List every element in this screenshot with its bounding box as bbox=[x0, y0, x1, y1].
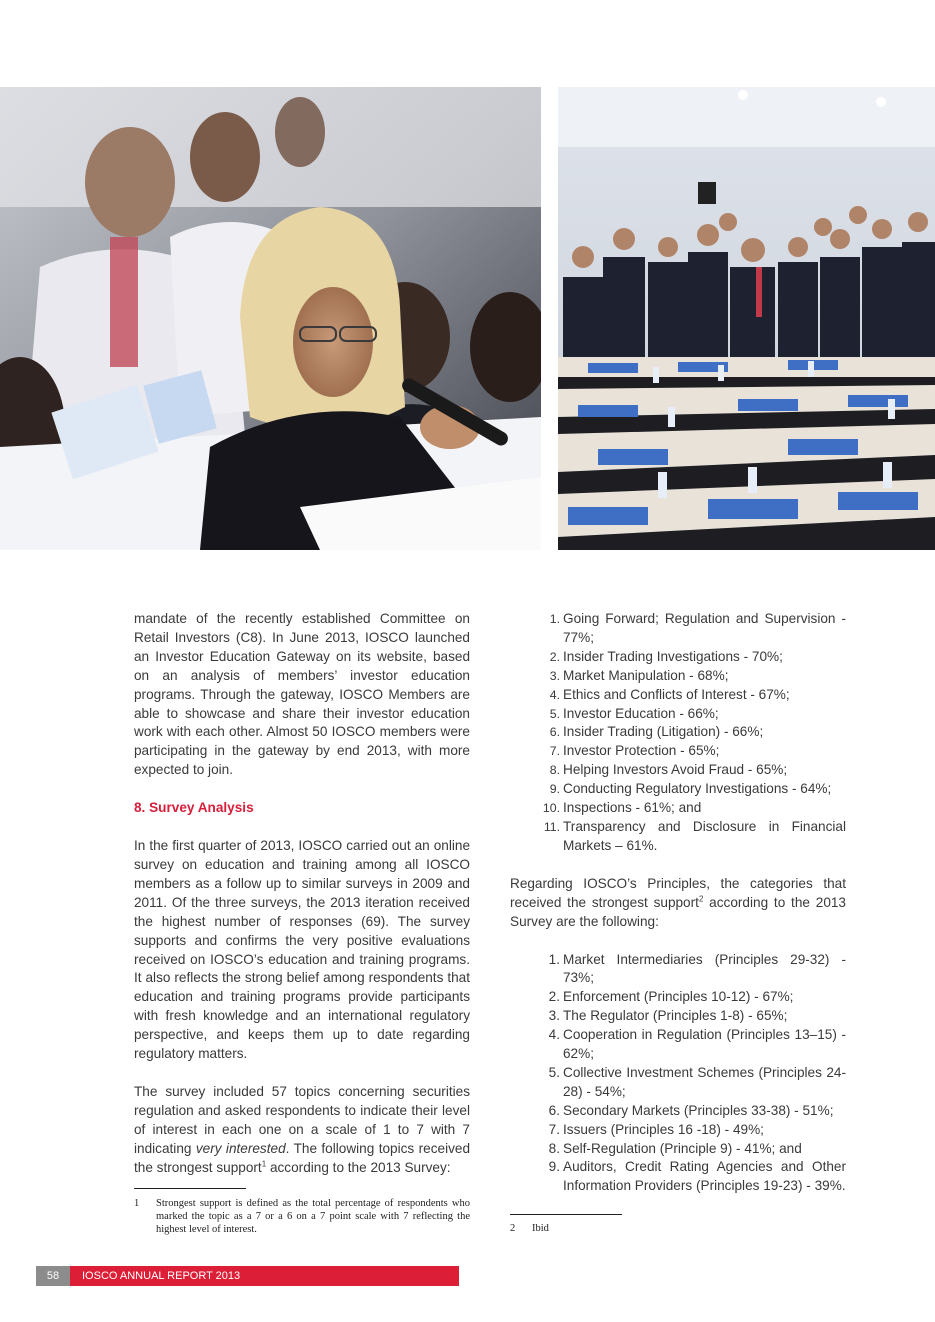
list-item bbox=[510, 780, 846, 799]
intro-paragraph: mandate of the recently established Committee on Retail Investors (C8). In June 2013, IOSCO launched an Investor Education Gateway on its website, based on an analysis of members’ investor education programs. Through the gateway, IOSCO Members are able to showcase and share their investor education work with each other. Almost 50 IOSCO members were participating in the gateway by end 2013, with more expected to join. bbox=[134, 611, 470, 778]
list-item-number: 4. bbox=[549, 687, 560, 702]
principles-intro-text-1: Regarding IOSCO’s Principles, the categories that received the strongest support bbox=[510, 875, 846, 910]
photo-speaker bbox=[0, 87, 541, 550]
list-item bbox=[510, 1064, 846, 1102]
list-item bbox=[510, 1140, 846, 1159]
list-item-number: 2. bbox=[548, 989, 560, 1005]
list-item-text: Investor Education - 66%; bbox=[563, 705, 719, 721]
list-item-number: 10. bbox=[542, 801, 560, 816]
footnote-2-text: Ibid bbox=[532, 1223, 549, 1234]
list-item-text: Inspections - 61%; and bbox=[563, 800, 702, 816]
list-item-text: Secondary Markets (Principles 33-38) - 51%; bbox=[563, 1102, 834, 1118]
speaker-photo-image bbox=[0, 87, 541, 550]
list-item bbox=[510, 742, 846, 761]
list-item bbox=[510, 1026, 846, 1064]
list-item-number: 4. bbox=[548, 1027, 560, 1043]
list-item-number: 3. bbox=[548, 1008, 560, 1024]
list-item-text: Conducting Regulatory Investigations - 64%; bbox=[563, 781, 832, 797]
principles-intro-paragraph bbox=[510, 875, 846, 932]
topics-intro-text-2: . The following topics received the strongest support bbox=[134, 1140, 471, 1175]
photo-group bbox=[558, 87, 935, 550]
list-item bbox=[510, 723, 846, 742]
list-item-text: Cooperation in Regulation (Principles 13–15) - 62%; bbox=[563, 1027, 846, 1062]
topics-list bbox=[510, 610, 846, 856]
list-item-number: 7. bbox=[549, 744, 560, 759]
list-item bbox=[510, 648, 846, 667]
topics-intro-text-1: The survey included 57 topics concerning securities regulation and asked respondents to indicate their level of interest in each one on a scale of 1 to 7 with 7 indicating bbox=[134, 1083, 470, 1156]
footnote-divider-right bbox=[510, 1214, 622, 1215]
list-item-text: The Regulator (Principles 1-8) - 65%; bbox=[563, 1008, 788, 1024]
list-item bbox=[510, 667, 846, 686]
list-item bbox=[510, 610, 846, 648]
footnote-2 bbox=[510, 1222, 846, 1235]
list-item-number: 2. bbox=[549, 649, 560, 664]
list-item bbox=[510, 1102, 846, 1121]
group-photo-image bbox=[558, 87, 935, 550]
list-item-text: Auditors, Credit Rating Agencies and Other Information Providers (Principles 19-23) - 39%. bbox=[563, 1159, 846, 1194]
list-item bbox=[510, 799, 846, 818]
list-item-number: 7. bbox=[548, 1121, 560, 1137]
topics-intro-emphasis: very interested bbox=[195, 1140, 286, 1156]
footnote-ref-2[interactable]: 2 bbox=[698, 894, 704, 904]
list-item-number: 11. bbox=[543, 819, 560, 834]
list-item-text: Going Forward; Regulation and Supervision - 77%; bbox=[563, 611, 846, 645]
list-item-text: Insider Trading (Litigation) - 66%; bbox=[563, 724, 764, 740]
principles-list bbox=[510, 951, 846, 1197]
list-item bbox=[510, 1007, 846, 1026]
list-item-text: Enforcement (Principles 10-12) - 67%; bbox=[563, 989, 794, 1005]
list-item-text: Issuers (Principles 16 -18) - 49%; bbox=[563, 1121, 764, 1137]
footnote-divider-left bbox=[134, 1188, 246, 1189]
list-item-text: Insider Trading Investigations - 70%; bbox=[563, 648, 783, 664]
list-item-number: 6. bbox=[548, 1102, 560, 1118]
footnote-1-number: 1 bbox=[134, 1198, 140, 1209]
survey-paragraph: In the first quarter of 2013, IOSCO carried out an online survey on education and training among all IOSCO members as a follow up to similar surveys in 2009 and 2011. Of the three surveys, the 2013 iteration received the highest number of responses (69). The survey supports and confirms the very positive evaluations received on IOSCO’s education and training programs. It also reflects the strong belief among respondents that education and training programs provide participants with fresh knowledge and an international regulatory perspective, and keeps them up to date regarding regulatory matters. bbox=[134, 838, 470, 1062]
list-item-number: 1. bbox=[549, 612, 560, 626]
list-item-text: Market Manipulation - 68%; bbox=[563, 667, 729, 683]
topics-intro-paragraph bbox=[134, 1083, 470, 1178]
list-item-number: 5. bbox=[548, 1064, 560, 1080]
list-item-text: Investor Protection - 65%; bbox=[563, 743, 720, 759]
footer-title: IOSCO ANNUAL REPORT 2013 bbox=[70, 1266, 459, 1286]
list-item bbox=[510, 818, 846, 856]
list-item-number: 6. bbox=[549, 725, 560, 740]
list-item bbox=[510, 686, 846, 705]
list-item bbox=[510, 988, 846, 1007]
footnote-ref-1[interactable]: 1 bbox=[261, 1159, 267, 1169]
list-item-text: Self-Regulation (Principle 9) - 41%; and bbox=[563, 1140, 802, 1156]
list-item-number: 5. bbox=[549, 706, 560, 721]
footnote-2-number: 2 bbox=[510, 1223, 516, 1234]
list-item-text: Collective Investment Schemes (Principles 24-28) - 54%; bbox=[563, 1064, 846, 1099]
list-item-number: 9. bbox=[549, 782, 560, 797]
principles-intro-text-2: according to the 2013 Survey are the following: bbox=[510, 894, 846, 929]
list-item bbox=[510, 705, 846, 724]
list-item-number: 8. bbox=[549, 763, 560, 778]
list-item bbox=[510, 1158, 846, 1196]
page-number: 58 bbox=[36, 1266, 70, 1286]
list-item-number: 8. bbox=[548, 1140, 560, 1156]
footnote-1 bbox=[134, 1197, 470, 1236]
list-item-text: Market Intermediaries (Principles 29-32) - 73%; bbox=[563, 951, 846, 986]
list-item bbox=[510, 951, 846, 989]
list-item-number: 9. bbox=[548, 1159, 560, 1175]
section-heading: 8. Survey Analysis bbox=[134, 800, 254, 816]
list-item bbox=[510, 761, 846, 780]
page-footer bbox=[36, 1266, 459, 1286]
left-text-column bbox=[134, 610, 470, 1177]
list-item-text: Ethics and Conflicts of Interest - 67%; bbox=[563, 686, 790, 702]
list-item-number: 1. bbox=[548, 951, 560, 967]
list-item-text: Transparency and Disclosure in Financial Markets – 61%. bbox=[563, 818, 846, 853]
right-text-column bbox=[510, 610, 846, 1196]
list-item-text: Helping Investors Avoid Fraud - 65%; bbox=[563, 762, 788, 778]
list-item bbox=[510, 1121, 846, 1140]
list-item-number: 3. bbox=[549, 668, 560, 683]
topics-intro-text-3: according to the 2013 Survey: bbox=[266, 1159, 451, 1175]
footnote-1-text: Strongest support is defined as the total percentage of respondents who marked the topic as a 7 or a 6 on a 7 point scale with 7 reflecting the highest level of interest. bbox=[156, 1198, 470, 1235]
